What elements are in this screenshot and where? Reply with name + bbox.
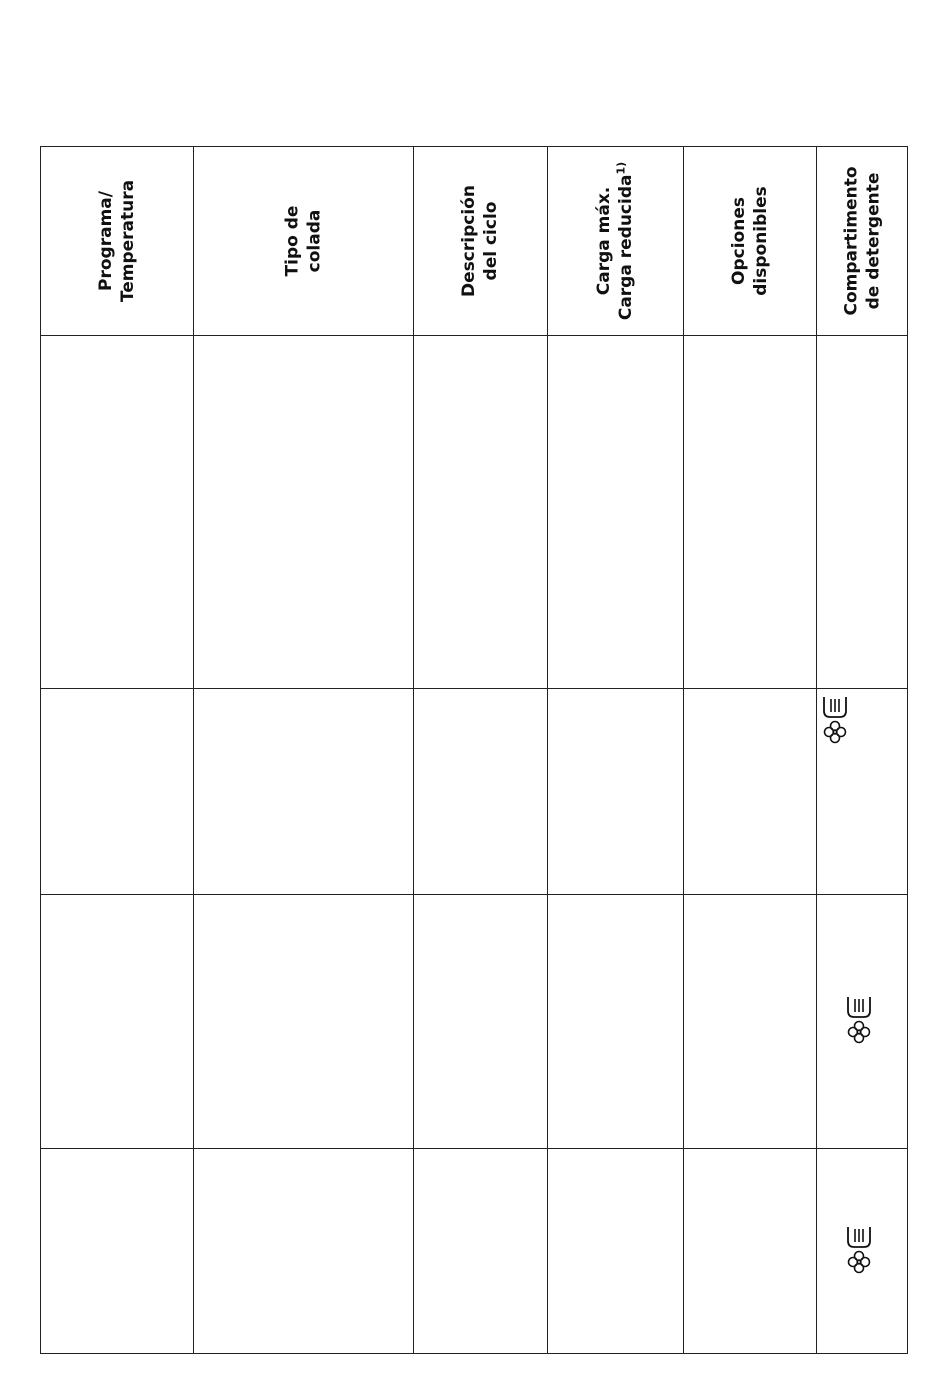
row-divider (41, 894, 907, 895)
row-divider (41, 688, 907, 689)
header-available-options (683, 147, 816, 335)
header-program-temperature (41, 147, 193, 335)
header-detergent-compartment (816, 147, 909, 335)
header-line (615, 162, 637, 320)
header-line: Compartimento (841, 166, 862, 316)
fabric-softener-flower-icon (844, 1019, 874, 1071)
header-line: Descripción (459, 185, 479, 297)
header-line: disponibles (750, 186, 771, 296)
row-divider (41, 335, 907, 336)
header-line: Opciones (728, 197, 749, 285)
header-laundry-type (193, 147, 413, 335)
header-line: Temperatura (117, 179, 138, 303)
row-divider (41, 1148, 907, 1149)
header-line: Carga máx. (594, 186, 614, 296)
header-cycle-description (413, 147, 547, 335)
program-table (40, 146, 908, 1354)
footnote-marker: 1) (614, 161, 628, 175)
header-max-load (547, 147, 683, 335)
header-line: Programa/ (95, 191, 116, 291)
header-line: Tipo de (281, 205, 302, 277)
header-line: del ciclo (481, 201, 501, 281)
header-line: colada (303, 209, 324, 273)
fabric-softener-flower-icon (844, 1249, 874, 1301)
header-line-text: Carga reducida (616, 174, 636, 321)
fabric-softener-flower-icon (820, 719, 850, 771)
header-line: de detergente (863, 172, 884, 310)
